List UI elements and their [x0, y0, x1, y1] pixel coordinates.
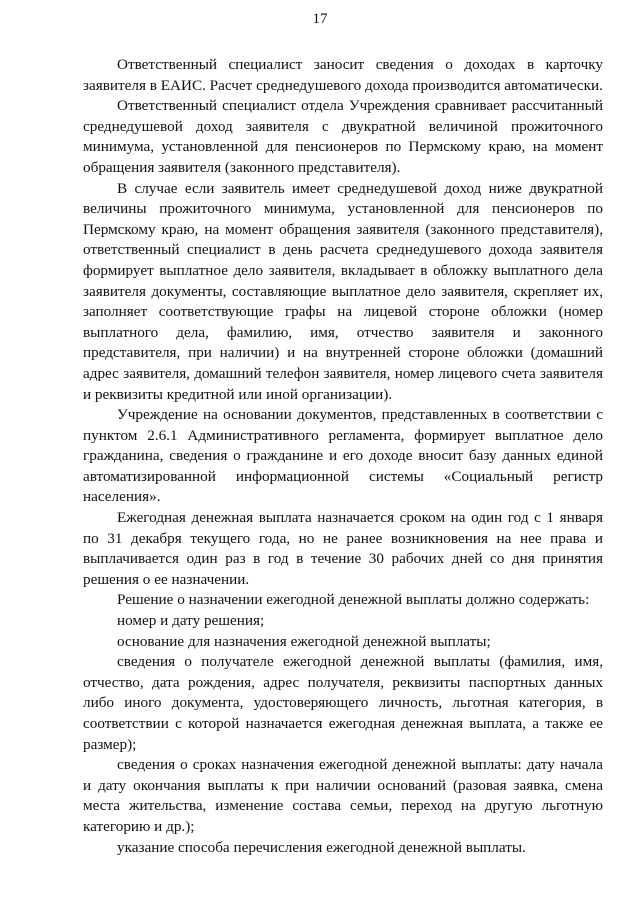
paragraph-decision-contents: Решение о назначении ежегодной денежной выплаты должно содержать: — [117, 591, 590, 609]
paragraph-income-comparison: Ответственный специалист отдела Учреждения сравнивает рассчитанный среднедушевой доход заявителя с двукратной величиной прожиточного минимума, установленной для пенсионеров по Пермскому краю, на момент обращения заявителя (законного представителя). — [83, 97, 603, 176]
paragraph-payment-file: В случае если заявитель имеет среднедушевой доход ниже двукратной величины прожиточного минимума, установленной для пенсионеров по Пермскому краю, на момент обращения заявителя (законного представителя), ответственный специалист в день расчета среднедушевого дохода заявителя формирует выплатное дело заявителя, вкладывает в обложку выплатного дела заявителя документы, составляющие выплатное дело заявителя, скрепляет их, заполняет соответствующие графы на лицевой стороне обложки (номер выплатного дела, фамилию, имя, отчество заявителя и законного представителя, при наличии) и на внутренней стороне обложки (домашний адрес заявителя, домашний телефон заявителя, номер лицевого счета заявителя и реквизиты кредитной или иной организации). — [83, 179, 603, 403]
page-number: 17 — [312, 11, 328, 27]
paragraph-recipient-info: сведения о получателе ежегодной денежной выплаты (фамилия, имя, отчество, дата рождения, адрес получателя, реквизиты паспортных данных либо иного документа, удостоверяющего личность, льготная категория, в соответствии с которой назначается ежегодная денежная выплата, а также ее размер); — [83, 653, 603, 753]
document-body — [83, 55, 603, 858]
paragraph-income-entry: Ответственный специалист заносит сведения о доходах в карточку заявителя в ЕАИС. Расчет среднедушевого дохода производится автоматически. — [83, 56, 603, 94]
paragraph-decision-basis: основание для назначения ежегодной денежной выплаты; — [117, 632, 491, 650]
paragraph-social-register: Учреждение на основании документов, представленных в соответствии с пунктом 2.6.1 Административного регламента, формирует выплатное дело гражданина, сведения о гражданине и его доходе вносит базу данных единой автоматизированной информационной системы «Социальный регистр населения». — [83, 406, 603, 506]
paragraph-annual-payment-term: Ежегодная денежная выплата назначается сроком на один год с 1 января по 31 декабря текущего года, но не ранее возникновения на нее права и выплачивается один раз в год в течение 30 рабочих дней со дня принятия решения о ее назначении. — [83, 509, 603, 588]
paragraph-transfer-method: указание способа перечисления ежегодной денежной выплаты. — [117, 838, 526, 856]
paragraph-decision-number-date: номер и дату решения; — [117, 612, 265, 630]
paragraph-payment-terms: сведения о сроках назначения ежегодной денежной выплаты: дату начала и дату окончания выплаты к при наличии оснований (разовая заявка, смена места жительства, изменение состава семьи, переход на другую льготную категорию и др.); — [83, 756, 603, 835]
